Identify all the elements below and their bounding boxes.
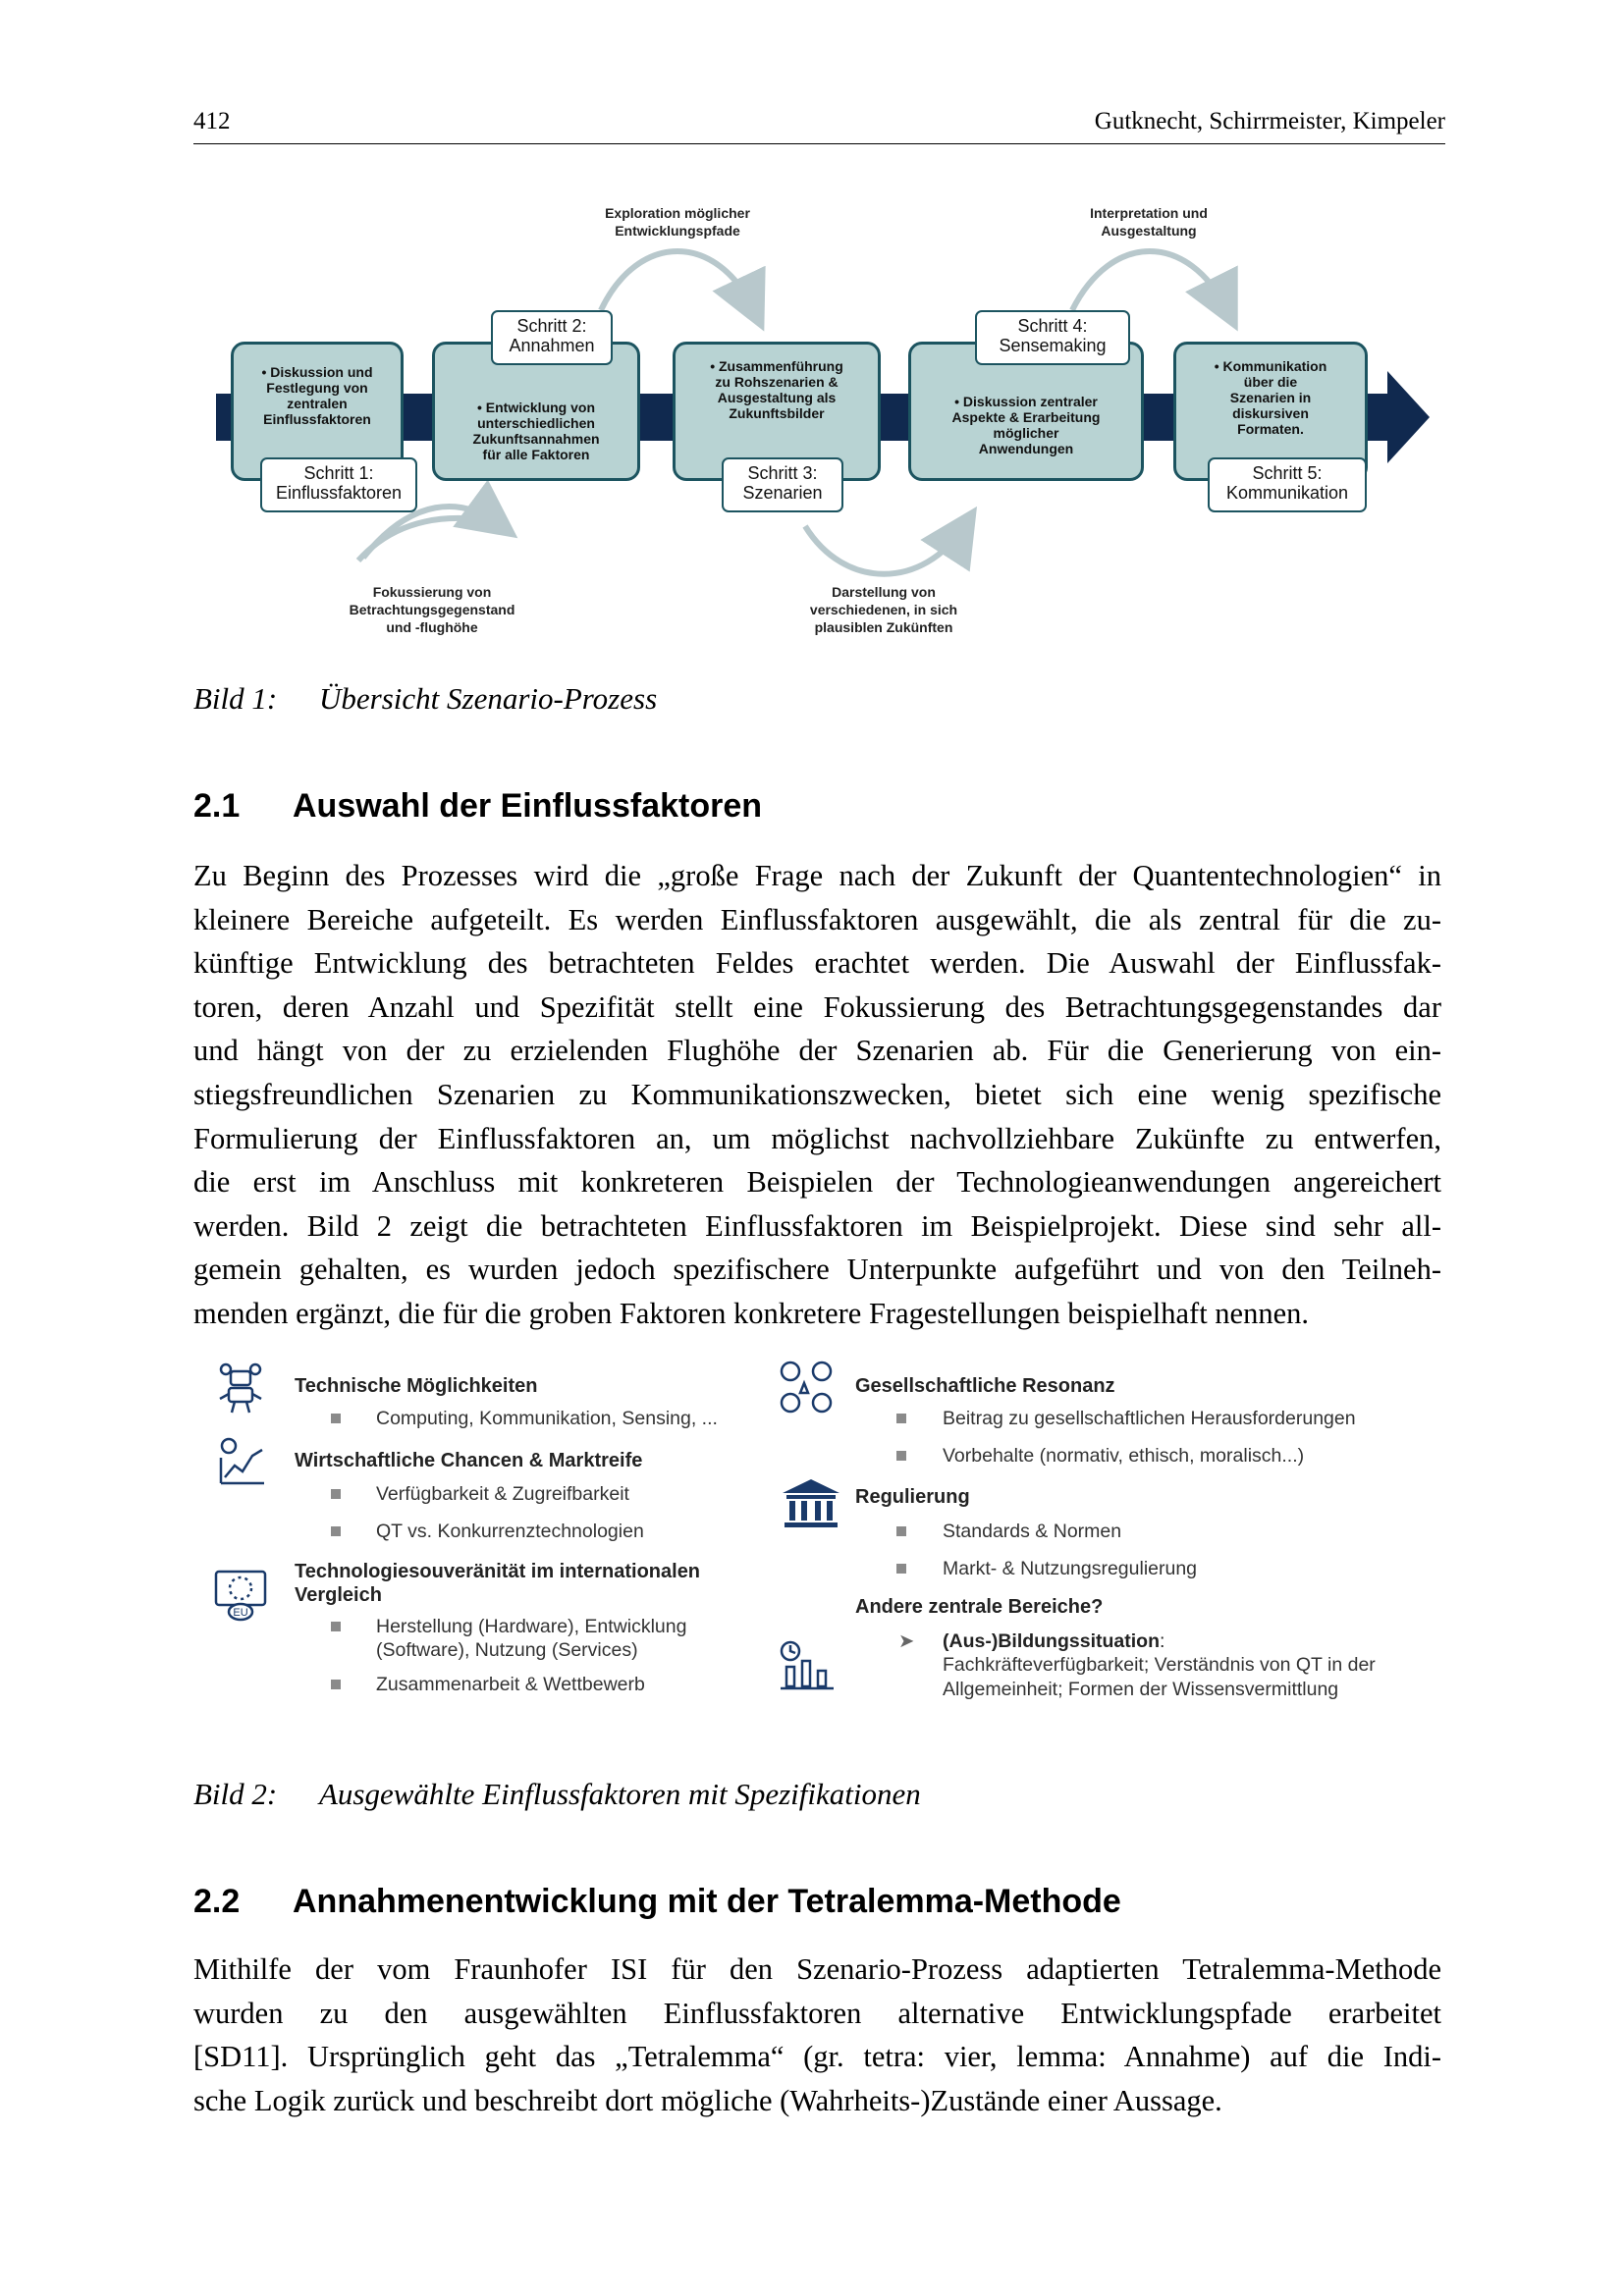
text-line: die erst im Anschluss mit konkreteren Beispielen der Technologieanwendungen angereichert [193, 1165, 1441, 1200]
text-line: und hängt von der zu erzielenden Flughöhe der Szenarien ab. Für die Generierung von ein- [193, 1034, 1441, 1068]
annotation-darstellung: Darstellung von verschiedenen, in sich plausiblen Zukünften [809, 584, 958, 635]
curve-arrow-bottom-2 [805, 526, 964, 574]
section-number: 2.2 [193, 1883, 241, 1920]
curve-arrow-bottom-1b [363, 507, 499, 558]
annotation-fokussierung: Fokussierung von Betrachtungsgegenstand und -flughöhe [349, 584, 515, 635]
factor-item: Zusammenarbeit & Wettbewerb [376, 1674, 645, 1695]
factor-item: Beitrag zu gesellschaftlichen Herausforderungen [943, 1408, 1356, 1429]
bullet-square [331, 1414, 341, 1423]
text-line: kleinere Bereiche aufgeteilt. Es werden Einflussfaktoren ausgewählt, die als zentral für die zu- [193, 902, 1441, 936]
figure-1-caption [193, 681, 657, 717]
section-heading-2-1 [193, 787, 762, 826]
section-title: Annahmenentwicklung mit der Tetralemma-Methode [293, 1883, 1121, 1920]
text-line: gemein gehalten, es wurden jedoch spezifischere Unterpunkte aufgeführt und von den Teilneh- [193, 1253, 1441, 1287]
sub-factor-bildung [943, 1629, 1164, 1653]
text-line: Zu Beginn des Prozesses wird die „große Frage nach der Zukunft der Quantentechnologien“ in [193, 859, 1441, 892]
section-heading-2-2 [193, 1883, 1121, 1921]
bullet-square [331, 1680, 341, 1689]
curve-arrow-top-2 [1072, 251, 1227, 310]
text-line: werden. Bild 2 zeigt die betrachteten Einflussfaktoren im Beispielprojekt. Diese sind sehr all- [193, 1208, 1441, 1243]
step-1-label: Schritt 1: Einflussfaktoren [260, 457, 417, 512]
sub-factor-bildung-colon: : [1159, 1630, 1165, 1652]
influence-factors-figure [211, 1360, 1448, 1728]
section-number: 2.1 [193, 787, 241, 825]
step-5-text: • Kommunikation über die Szenarien in diskursiven Formaten. [1214, 358, 1327, 437]
text-line: stiegsfreundlichen Szenarien zu Kommunikationszwecken, bietet sich eine wenig spezifische [193, 1077, 1441, 1111]
section-title: Auswahl der Einflussfaktoren [293, 787, 762, 825]
factor-item: Standards & Normen [943, 1521, 1122, 1542]
factor-regulierung: Regulierung [855, 1486, 970, 1508]
step-5-label: Schritt 5: Kommunikation [1208, 457, 1367, 512]
factor-technologiesouveraenitaet: Technologiesouveränität im internationalen [295, 1561, 701, 1582]
bullet-square [896, 1564, 906, 1574]
factor-gesellschaftliche-resonanz: Gesellschaftliche Resonanz [855, 1375, 1115, 1397]
text-line: Formulierung der Einflussfaktoren an, um möglichst nachvollziehbare Zukünfte zu entwerfen, [193, 1121, 1441, 1155]
text-line: toren, deren Anzahl und Spezifität stellt eine Fokussierung des Betrachtungsgegenstandes dar [193, 989, 1441, 1024]
education-icon [779, 1639, 838, 1694]
header-rule [193, 143, 1445, 144]
eu-label: EU [233, 1607, 248, 1619]
step-1-text: • Diskussion und Festlegung von zentralen Einflussfaktoren [261, 364, 373, 427]
page-number: 412 [193, 108, 231, 134]
bullet-square [331, 1489, 341, 1499]
growth-chart-icon [217, 1436, 266, 1487]
text-line: Mithilfe der vom Fraunhofer ISI für den Szenario-Prozess adaptierten Tetralemma-Methode [193, 1952, 1441, 1986]
scenario-process-diagram [216, 192, 1443, 654]
curve-arrow-top-1 [601, 251, 754, 310]
bullet-square [896, 1526, 906, 1536]
factor-technische-moeglichkeiten: Technische Möglichkeiten [295, 1375, 538, 1397]
bullet-square [896, 1451, 906, 1461]
step-2-text: • Entwicklung von unterschiedlichen Zukunftsannahmen für alle Faktoren [472, 400, 600, 462]
figure-2-caption [193, 1777, 921, 1812]
bullet-square [896, 1414, 906, 1423]
sub-factor-detail-continued: Allgemeinheit; Formen der Wissensvermittlung [943, 1679, 1339, 1700]
bullet-square [331, 1622, 341, 1631]
factor-item: QT vs. Konkurrenztechnologien [376, 1521, 644, 1542]
sub-factor-bildung-title: (Aus-)Bildungssituation [943, 1630, 1160, 1652]
arrow-bullet-icon: ➤ [898, 1630, 915, 1652]
sub-factor-detail: Fachkräfteverfügbarkeit; Verständnis von QT in der [943, 1654, 1376, 1676]
text-line: sche Logik zurück und beschreibt dort mögliche (Wahrheits-)Zustände einer Aussage. [193, 2083, 1222, 2117]
text-line: [SD11]. Ursprünglich geht das „Tetralemma“ (gr. tetra: vier, lemma: Annahme) auf die Indi- [193, 2040, 1441, 2074]
step-4-text: • Diskussion zentraler Aspekte & Erarbeitung möglicher Anwendungen [951, 394, 1101, 456]
step-3-label: Schritt 3: Szenarien [722, 457, 843, 512]
factor-item: Verfügbarkeit & Zugreifbarkeit [376, 1483, 629, 1505]
running-head-authors: Gutknecht, Schirrmeister, Kimpeler [1094, 108, 1445, 134]
factor-technologiesouveraenitaet-line-2: Vergleich [295, 1584, 382, 1606]
figure-1-caption-text: Übersicht Szenario-Prozess [319, 681, 658, 716]
step-4-label: Schritt 4: Sensemaking [975, 310, 1130, 365]
factor-wirtschaftliche-chancen: Wirtschaftliche Chancen & Marktreife [295, 1450, 643, 1471]
robot-icon [216, 1362, 265, 1416]
factor-item-continued: (Software), Nutzung (Services) [376, 1639, 638, 1661]
step-3-text: • Zusammenführung zu Rohszenarien & Ausgestaltung als Zukunftsbilder [710, 358, 843, 421]
step-2-label: Schritt 2: Annahmen [491, 310, 613, 365]
body-paragraph-1 [193, 854, 1441, 1336]
text-line: wurden zu den ausgewählten Einflussfaktoren alternative Entwicklungspfade erarbeitet [193, 1996, 1441, 2030]
figure-1-caption-label: Bild 1: [193, 681, 278, 716]
figure-2-caption-text: Ausgewählte Einflussfaktoren mit Spezifikationen [319, 1777, 921, 1811]
figure-2-caption-label: Bild 2: [193, 1777, 278, 1811]
factor-item: Herstellung (Hardware), Entwicklung [376, 1616, 687, 1637]
factor-item: Vorbehalte (normativ, ethisch, moralisch...) [943, 1445, 1305, 1467]
annotation-interpretation: Interpretation und Ausgestaltung [1090, 205, 1208, 239]
social-icons [779, 1360, 841, 1418]
body-paragraph-2 [193, 1948, 1441, 2122]
factor-item: Computing, Kommunikation, Sensing, ... [376, 1408, 718, 1429]
bullet-square [331, 1526, 341, 1536]
text-line: menden ergänzt, die für die groben Faktoren konkretere Fragestellungen beispielhaft nennen. [193, 1296, 1310, 1330]
court-building-icon [781, 1477, 841, 1532]
text-line: künftige Entwicklung des betrachteten Feldes erachtet werden. Die Auswahl der Einflussfak- [193, 946, 1441, 981]
annotation-exploration: Exploration möglicher Entwicklungspfade [605, 205, 750, 239]
factor-andere-bereiche: Andere zentrale Bereiche? [855, 1596, 1104, 1618]
factor-item: Markt- & Nutzungsregulierung [943, 1558, 1198, 1579]
eu-stars-icon [213, 1569, 268, 1622]
